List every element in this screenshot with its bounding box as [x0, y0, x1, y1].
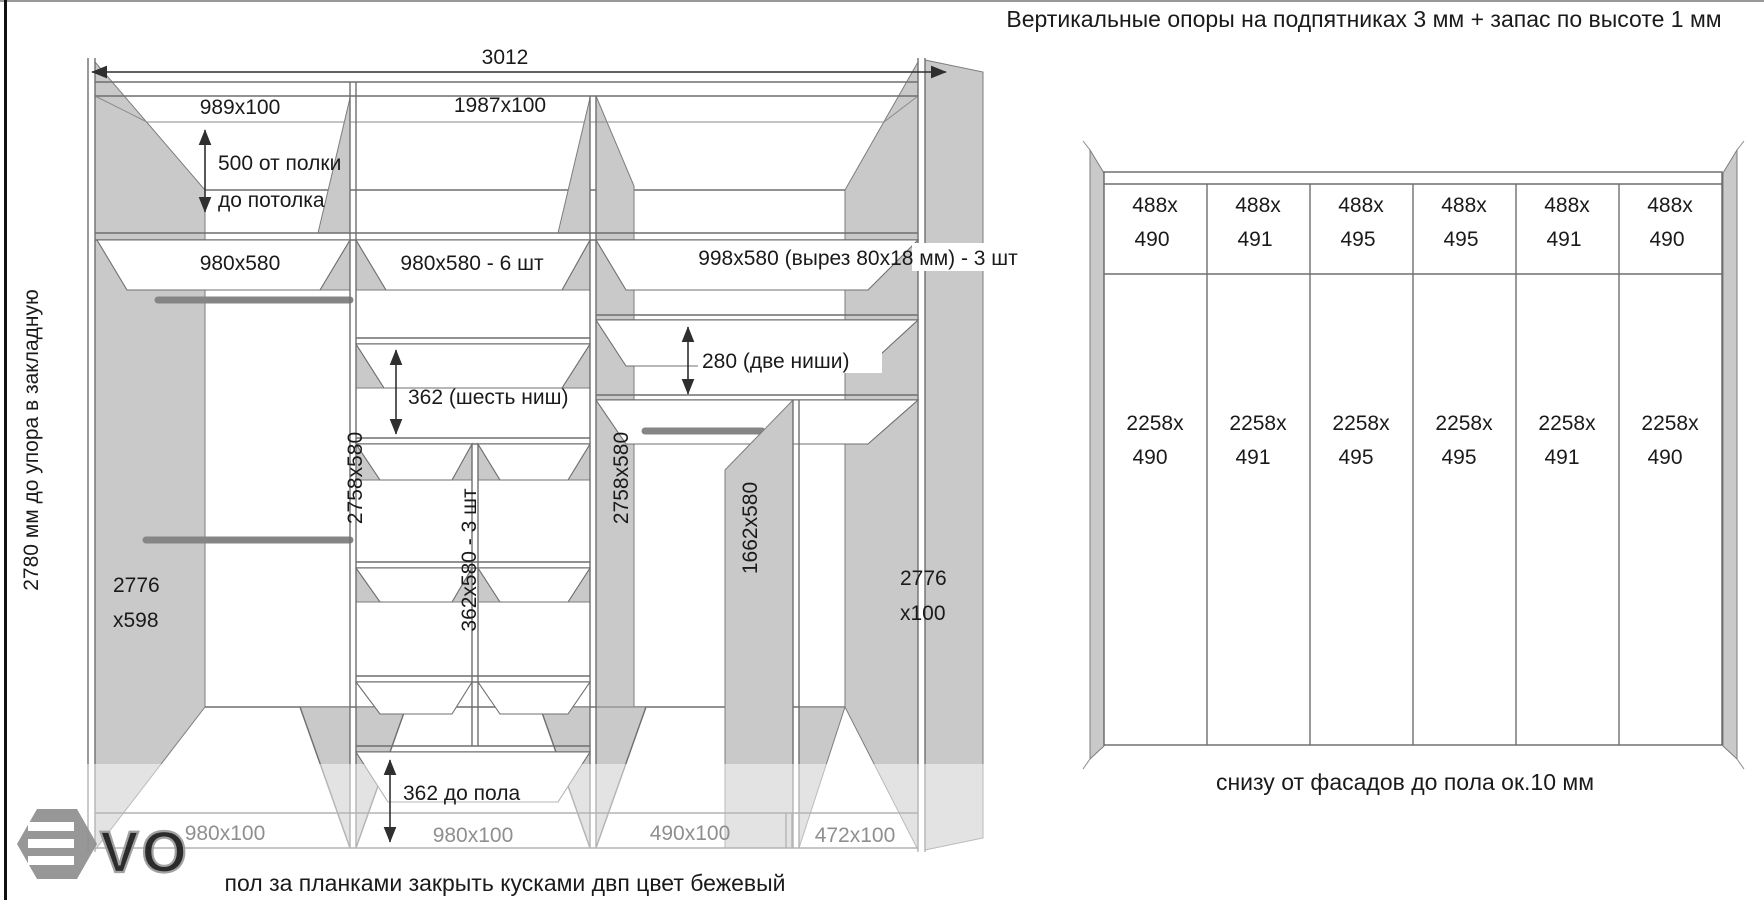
partition-short-label: 1662x580	[739, 481, 762, 575]
floor-note-caption: пол за планками закрыть кусками двп цвет бежевый	[224, 870, 786, 896]
front-size-label: 490	[1134, 228, 1170, 251]
front-size-label: 491	[1544, 446, 1580, 469]
front-size-label: 2258x	[1435, 412, 1493, 435]
strip-corner-line	[1083, 759, 1090, 769]
logo-bar	[28, 856, 74, 865]
front-size-label: 488x	[1338, 194, 1384, 217]
shelf-middle-label: 980x580 - 6 шт	[400, 252, 544, 275]
front-size-label: 490	[1647, 446, 1683, 469]
fronts-caption: снизу от фасадов до пола ок.10 мм	[1215, 769, 1595, 795]
left-border-line	[4, 0, 7, 900]
middle-niches-label: 362 (шесть ниш)	[408, 386, 569, 409]
front-size-label: 491	[1546, 228, 1582, 251]
plinth-label: 980x100	[184, 822, 266, 845]
side-panel-label-2: x598	[113, 609, 159, 632]
front-size-label: 2258x	[1332, 412, 1390, 435]
filler-panel-label-1: 2776	[900, 567, 947, 590]
front-size-label: 2258x	[1126, 412, 1184, 435]
front-size-label: 488x	[1647, 194, 1693, 217]
left-side-wall-panel	[95, 62, 205, 850]
partition-left-label: 2758x580	[344, 431, 367, 525]
floor-gap-label: 362 до пола	[403, 782, 521, 805]
rail-right-label: 1987x100	[453, 94, 547, 117]
plinth-label: 490x100	[649, 822, 731, 845]
front-size-label: 495	[1441, 446, 1477, 469]
partition-top-wedge	[558, 98, 590, 233]
front-size-label: 495	[1338, 446, 1374, 469]
partition-inner-label: 362x580 - 3 шт	[458, 488, 481, 632]
shelf-left-label: 980x580	[199, 252, 281, 275]
watermark-letters: VO	[100, 820, 190, 885]
ceiling-gap-line2: до потолка	[218, 189, 325, 212]
front-size-label: 488x	[1235, 194, 1281, 217]
fronts-right-side-strip	[1723, 150, 1737, 759]
strip-corner-line	[1737, 141, 1744, 150]
partition-right-label: 2758x580	[610, 431, 633, 525]
front-size-label: 2258x	[1229, 412, 1287, 435]
right-side-wall-panel	[845, 62, 918, 850]
fronts-drawing	[1006, 6, 1744, 795]
side-panel-label-1: 2776	[113, 574, 160, 597]
ceiling-gap-line1: 500 от полки	[218, 152, 342, 175]
ceiling-gap-note	[205, 130, 341, 212]
filler-panel-label-2: x100	[900, 602, 946, 625]
plinth-label: 980x100	[432, 824, 514, 847]
fronts-grid	[1104, 172, 1722, 745]
front-size-label: 490	[1132, 446, 1168, 469]
front-size-label: 2258x	[1641, 412, 1699, 435]
right-filler-panel	[925, 60, 983, 850]
front-size-label: 495	[1340, 228, 1376, 251]
logo-bar	[28, 822, 74, 831]
evo-watermark	[17, 809, 190, 885]
top-support-note: Вертикальные опоры на подпятниках 3 мм + запас по высоте 1 мм	[1006, 6, 1722, 32]
shelf-right-label: 998x580 (вырез 80x18 мм) - 3 шт	[698, 247, 1018, 270]
width-dimension	[92, 44, 946, 72]
cabinet-interior-drawing	[17, 44, 1057, 896]
right-niches-label: 280 (две ниши)	[702, 350, 850, 373]
rail-left-label: 989x100	[199, 96, 281, 119]
front-size-label: 491	[1237, 228, 1273, 251]
strip-corner-line	[1737, 759, 1744, 769]
wall-height-note: 2780 мм до упора в закладную	[20, 289, 43, 591]
fronts-left-side-strip	[1090, 150, 1104, 759]
plinth-label: 472x100	[814, 824, 896, 847]
front-size-label: 495	[1443, 228, 1479, 251]
front-size-label: 488x	[1441, 194, 1487, 217]
front-size-label: 488x	[1132, 194, 1178, 217]
width-dimension-label: 3012	[481, 46, 529, 69]
strip-corner-line	[1083, 141, 1090, 150]
front-size-label: 491	[1235, 446, 1271, 469]
logo-bar	[28, 839, 74, 848]
front-size-label: 490	[1649, 228, 1685, 251]
front-size-label: 2258x	[1538, 412, 1596, 435]
front-size-label: 488x	[1544, 194, 1590, 217]
